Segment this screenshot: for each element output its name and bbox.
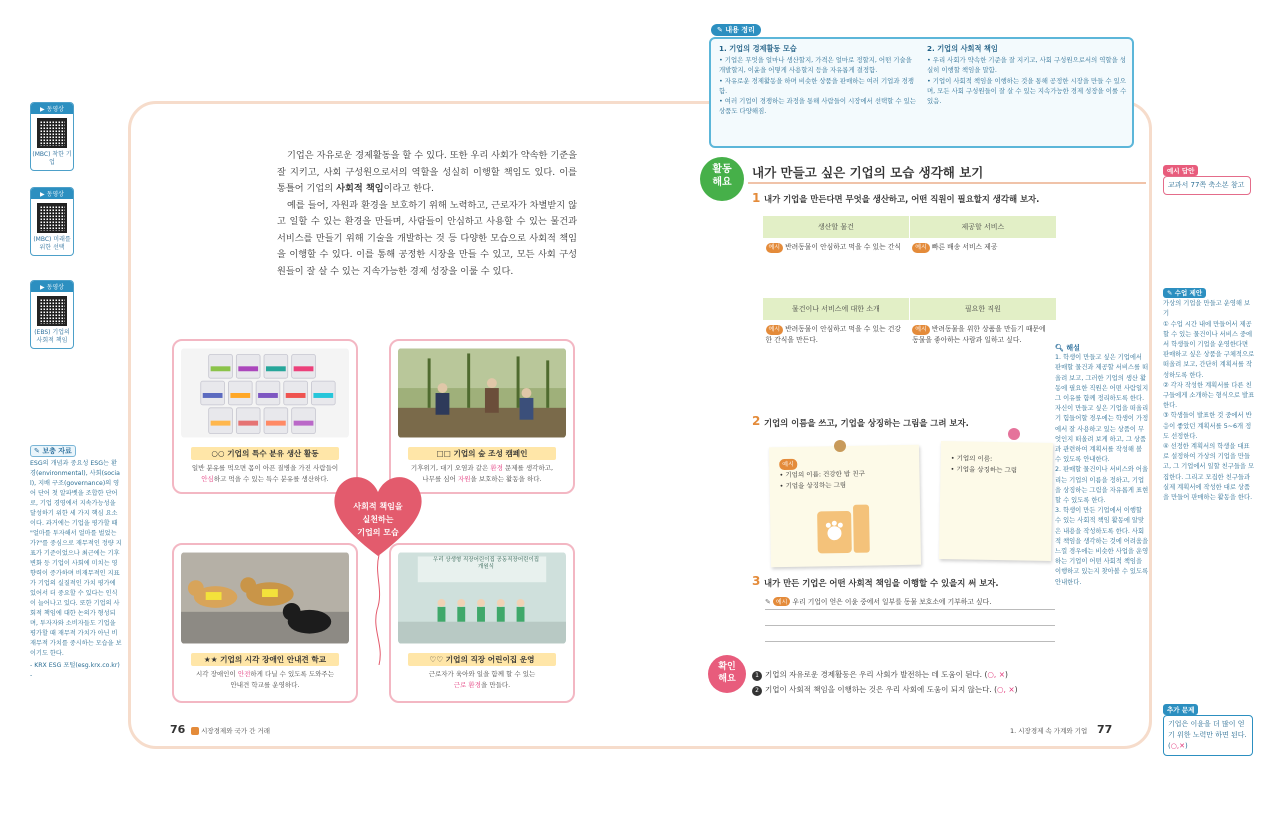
footer-left-text — [191, 726, 270, 735]
desc-text: 안내견 학교를 운영하다. — [230, 681, 300, 689]
tip-item: ③ 학생들이 발표한 것 중에서 반응이 좋았던 계획서를 5~6개 정도 선정한다. — [1163, 412, 1252, 440]
pin-icon — [834, 440, 846, 452]
summary-col-1 — [719, 44, 919, 116]
supplement-note — [30, 438, 122, 681]
supplement-body: ESG의 개념과 중요성 ESG는 환경(environmental), 사회(social), 지배 구조(governance)의 영어 단어 첫 알파벳을 조합한 단어로, 기업 경영에서 지속가능성을 달성하기 위한 세 가지 핵심 요소이다. 과거에는 기업을 평가할 때 "얼마를 투자해서 얼마를 벌었는가?"를 중심으로 재무적인 정량 지표가 기준이었으나 최근에는 기후변화 등 기업이 사회에 미치는 영향력이 증가하며 비재무적인 지표가 기업의 실질적인 가치 평가에 있어서 더 중요할 수 있다는 인식이 늘어나고 있다. 또한 기업의 사회적 책임에 대한 논의가 형성되며, 투자자와 소비자들도 기업을 평가할 때 재무적 가치가 아닌 비재무적 가치를 중시하는 모습을 보이기도 한다. — [30, 460, 122, 657]
supplement-source: - KRX ESG 포털(esg.krx.co.kr) - — [30, 662, 120, 679]
supplement-tag-label: 보충 자료 — [42, 447, 72, 455]
desc-highlight: 안심 — [201, 475, 214, 483]
check-text: 기업이 사회적 책임을 이행하는 것은 우리 사회에 도움이 되지 않는다. ( — [765, 685, 998, 694]
chapter-icon — [191, 727, 199, 735]
qr-caption: (MBC) 미래를 위한 선택 — [33, 236, 71, 251]
qr-video-3[interactable] — [30, 280, 74, 349]
answer-options[interactable]: ○,✕ — [1170, 742, 1185, 750]
explanation-item: 3. 학생이 만든 기업에서 이행할 수 있는 사회적 책임 활동에 알맞은 내용을 작성하도록 한다. 사회적 책임을 생각하는 것에 어려움을 느낄 경우에는 비슷한 사업을 운영하는 기업이 어떤 사회적 책임을 이행하고 있는지 찾아볼 수 있도록 안내한다. — [1055, 507, 1149, 586]
example-tag: 예시 — [779, 459, 797, 470]
card-title: □□ 기업의 숲 조성 캠페인 — [408, 447, 556, 460]
supplement-tag — [30, 445, 76, 457]
question-number: 2 — [752, 414, 761, 428]
table-cell[interactable] — [909, 320, 1056, 380]
note-line: • 기업을 상징하는 그림 — [950, 465, 1018, 475]
activity-title: 내가 만들고 싶은 기업의 모습 생각해 보기 — [752, 165, 984, 180]
desc-text: 하게 다닐 수 있도록 도와주는 — [250, 670, 334, 678]
desc-text: 문제를 생각하고, — [504, 464, 554, 472]
balloon-string — [372, 555, 386, 665]
tip-item: ④ 선정한 계획서의 학생을 대표로 설정하여 가상의 기업을 만들고, 그 기업에서 일할 친구들을 모집한다. 그리고 모집한 친구들과 실제 계획서에 작성한 대로 상품을 만들어 판매하는 활동을 한다. — [1163, 443, 1255, 502]
check-question-1 — [752, 669, 1008, 681]
check-badge — [708, 655, 746, 693]
pencil-icon: ✎ — [1167, 289, 1173, 297]
example-tag: 예시 — [766, 243, 784, 253]
table-header: 물건이나 서비스에 대한 소개 — [763, 298, 910, 320]
question-number: 1 — [752, 191, 761, 205]
qr-video-1[interactable] — [30, 102, 74, 171]
desc-text: 기후위기, 대기 오염과 같은 — [410, 464, 489, 472]
lesson-tip — [1163, 288, 1255, 503]
daycare-banner: 우리 상생형 직장어린이집 공동직장어린이집 개원식 — [432, 557, 540, 570]
qr-video-2[interactable] — [30, 187, 74, 256]
qr-tag-label: 동영상 — [46, 191, 64, 198]
qr-code-icon — [37, 203, 67, 233]
table-header: 제공할 서비스 — [909, 216, 1056, 238]
extra-question-end: ) — [1184, 742, 1188, 750]
summary-col-title: 1. 기업의 경제활동 모습 — [719, 44, 797, 53]
guide-dogs-photo — [181, 552, 349, 644]
desc-text: 하고 먹을 수 있는 특수 분유를 생산하다. — [213, 475, 329, 483]
check-number: 2 — [752, 686, 762, 696]
video-tag: ▶ 동영상 — [31, 188, 73, 199]
summary-tag-label: 내용 정리 — [725, 26, 755, 34]
qr-tag-label: 동영상 — [46, 284, 64, 291]
note-line: • 기업의 이름: 건강한 밥 친구 — [779, 469, 865, 480]
main-text — [277, 148, 577, 280]
summary-item: • 여러 기업이 경쟁하는 과정을 통해 사람들이 시장에서 선택할 수 있는 상품도 다양해짐. — [719, 97, 916, 116]
paragraph-2: 예를 들어, 자원과 환경을 보호하기 위해 노력하고, 근로자가 차별받지 않고 일할 수 있는 환경을 만들며, 사람들이 안심하고 사용할 수 있는 물건과 서비스를 만들기 위해 기술을 개발하는 것 등 다양한 모습으로 사회적 책임을 이행할 수 있다. 이를 통해 공정한 시장을 만들 수 있고, 모든 사회 구성원들이 잘 살 수 있는 지속가능한 경제 성장을 이룰 수 있다. — [277, 199, 577, 277]
example-tag: 예시 — [773, 597, 791, 606]
example-answer-box: 교과서 77쪽 축소본 참고 — [1163, 176, 1251, 195]
summary-tag — [711, 24, 761, 36]
pet-food-icon — [815, 500, 876, 556]
desc-highlight: 안전 — [237, 670, 251, 678]
note-card-example[interactable] — [769, 445, 921, 568]
explanation-item: 1. 학생이 만들고 싶은 기업에서 판매할 물건과 제공할 서비스를 떠올려 보고, 그러한 기업의 생산 활동에 필요한 직원은 어떤 사람일지 그 이유를 함께 정리하도록 한다. 자신이 만들고 싶은 기업을 떠올리기 힘들어할 경우에는 학생이 가정에서 잘 사용하고 있는 상품이 무엇인지 떠올려 보게 하고, 그 상품과 관련하여 계획서를 작성해 볼 수 있도록 안내한다. — [1055, 354, 1149, 464]
desc-text: 근로자가 육아와 일을 함께 할 수 있는 — [428, 670, 536, 678]
question-3: 내가 만든 기업은 어떤 사회적 책임을 이행할 수 있을지 써 보자. — [764, 578, 999, 588]
p1-text-a: 기업은 자유로운 경제활동을 할 수 있다. 또한 우리 사회가 약속한 기준을 잘 지키고, 사회 구성원으로서의 역할을 성실히 이행할 책임도 있다. 이를 통틀어 기업의 — [277, 150, 577, 194]
check-text: 기업의 자유로운 경제활동은 우리 사회가 발전하는 데 도움이 된다. ( — [765, 670, 988, 679]
card-title: ★★ 기업의 시각 장애인 안내견 학교 — [191, 653, 339, 666]
answer-options[interactable]: ○, × — [987, 670, 1005, 679]
badge-line: 활동 — [712, 164, 732, 175]
page-number-left: 76 — [170, 723, 186, 736]
extra-question-box — [1163, 715, 1253, 756]
heart-label-line: 실천하는 — [362, 515, 394, 524]
page-number-right: 77 — [1097, 723, 1113, 736]
desc-highlight: 자원 — [457, 475, 471, 483]
card-title: ○○ 기업의 특수 분유 생산 활동 — [191, 447, 339, 460]
activity-badge — [700, 157, 744, 201]
note-card-blank[interactable] — [939, 441, 1053, 561]
pencil-icon: ✎ — [34, 447, 40, 455]
summary-col-2 — [927, 44, 1127, 106]
card-desc — [181, 669, 349, 691]
tip-item: ② 각자 작성한 계획서를 다른 친구들에게 소개하는 형식으로 발표한다. — [1163, 381, 1255, 410]
explanation-item: 2. 판매할 물건이나 서비스와 어울리는 기업의 이름을 정하고, 기업을 상징하는 그림을 자유롭게 표현할 수 있도록 한다. — [1055, 466, 1149, 505]
desc-text: 시각 장애인이 — [195, 670, 236, 678]
question-2: 기업의 이름을 쓰고, 기업을 상징하는 그림을 그려 보자. — [764, 418, 969, 428]
qr-tag-label: 동영상 — [46, 106, 64, 113]
badge-line: 해요 — [712, 177, 732, 188]
explanation-tag-label: 해설 — [1066, 344, 1080, 352]
table-header: 필요한 직원 — [909, 298, 1056, 320]
cell-text: 반려동물을 위한 상품을 만들기 때문에 동물을 좋아하는 사람과 일하고 싶다. — [912, 325, 1046, 344]
explanation-area — [1055, 343, 1150, 588]
desc-text: 일반 분유를 먹으면 몸이 아픈 질병을 가진 사람들이 — [191, 464, 339, 472]
extra-question-text: 기업은 이윤을 더 많이 얻기 위한 노력만 하면 된다. ( — [1168, 720, 1247, 750]
qr-caption: (EBS) 기업의 사회적 책임 — [34, 329, 70, 344]
title-underline — [748, 182, 1146, 184]
q3-example — [765, 596, 991, 606]
summary-item: • 기업이 사회적 책임을 이행하는 것을 통해 공정한 시장을 만들 수 있으며, 모든 사회 구성원들이 잘 살 수 있는 지속가능한 경제 성장을 이룰 수 있음. — [927, 76, 1127, 106]
table-cell[interactable] — [909, 238, 1056, 298]
explanation-tag — [1055, 343, 1150, 353]
paragraph-1 — [277, 148, 577, 198]
cell-text: 빠른 배송 서비스 제공 — [931, 243, 998, 251]
example-answer-tag: 예시 답안 — [1163, 165, 1198, 176]
summary-item: • 우리 사회가 약속한 기준을 잘 지키고, 사회 구성원으로서의 역할을 성실히 이행할 책임을 말함. — [927, 56, 1126, 75]
desc-text: 을 만들다. — [480, 681, 511, 689]
key-term: 사회적 책임 — [336, 183, 384, 194]
answer-line[interactable] — [765, 641, 1055, 642]
card-title: ♡♡ 기업의 직장 어린이집 운영 — [408, 653, 556, 666]
tree-planting-photo — [398, 348, 566, 438]
check-text-end: ) — [1014, 685, 1018, 694]
table-header: 생산할 물건 — [763, 216, 910, 238]
footer-right-text: 1. 시장경제 속 가계와 기업 — [1010, 727, 1088, 735]
pencil-icon: ✎ — [765, 598, 771, 606]
qr-caption: (MBC) 착한 기업 — [32, 151, 72, 166]
summary-item: • 기업은 무엇을 얼마나 생산할지, 가격은 얼마로 정할지, 어떤 기술을 개발할지, 이윤을 어떻게 사용할지 등을 자유롭게 결정함. — [719, 56, 912, 75]
tip-item: ① 수업 시간 내에 만들어서 제공할 수 있는 물건이나 서비스 중에서 학생들이 기업을 운영한다면 판매하고 싶은 상품을 구체적으로 떠올려 보고, 간단히 계획서를 작성하도록 한다. — [1163, 320, 1255, 379]
plan-table — [762, 216, 1056, 380]
check-text-end: ) — [1005, 670, 1008, 679]
summary-col-title: 2. 기업의 사회적 책임 — [927, 44, 998, 53]
heart-label — [330, 500, 426, 539]
answer-line[interactable] — [765, 625, 1055, 626]
footer-left-label: 시장경제와 국가 간 거래 — [201, 727, 271, 735]
example-tag: 예시 — [912, 243, 930, 253]
desc-highlight: 환경 — [490, 464, 503, 472]
video-tag: ▶ 동영상 — [31, 281, 73, 292]
example-tag: 예시 — [912, 325, 930, 335]
tip-tag-label: 수업 제안 — [1174, 289, 1203, 297]
qr-code-icon — [37, 296, 67, 326]
table-cell[interactable] — [763, 320, 910, 380]
p1-text-b: 이라고 한다. — [383, 183, 434, 194]
card-desc — [398, 669, 566, 691]
tip-tag — [1163, 288, 1206, 298]
magnifier-icon: 🔍︎ — [1055, 344, 1064, 352]
pin-icon — [1008, 428, 1020, 440]
cell-text: 반려동물이 안심하고 먹을 수 있는 건강한 간식을 만든다. — [765, 325, 901, 344]
question-1: 내가 기업을 만든다면 무엇을 생산하고, 어떤 직원이 필요할지 생각해 보자. — [764, 194, 1040, 204]
card-desc — [181, 463, 349, 485]
check-question-2 — [752, 684, 1018, 696]
desc-text: 을 보호하는 활동을 하다. — [470, 475, 542, 483]
table-cell[interactable] — [763, 238, 910, 298]
summary-box — [709, 37, 1134, 148]
desc-highlight: 근로 환경 — [453, 681, 481, 689]
example-tag: 예시 — [766, 325, 784, 335]
video-tag: ▶ 동영상 — [31, 103, 73, 114]
note-line: • 기업을 상징하는 그림 — [779, 480, 847, 491]
answer-options[interactable]: ○, × — [997, 685, 1015, 694]
tip-intro: 가상의 기업을 만들고 운영해 보기 — [1163, 300, 1251, 318]
summary-item: • 자유로운 경제활동을 하며 비슷한 상품을 판매하는 여러 기업과 경쟁함. — [719, 76, 914, 95]
pencil-icon: ✎ — [717, 26, 723, 34]
formula-cans-photo — [181, 348, 349, 438]
note-line: • 기업의 이름: — [950, 454, 993, 463]
question-number: 3 — [752, 574, 761, 588]
answer-line[interactable] — [765, 609, 1055, 610]
heart-label-line: 사회적 책임을 — [353, 502, 403, 511]
qr-code-icon — [37, 118, 67, 148]
badge-line: 해요 — [718, 674, 736, 684]
badge-line: 확인 — [718, 662, 736, 672]
extra-question-tag: 추가 문제 — [1163, 704, 1198, 715]
example-text: 우리 기업이 얻은 이윤 중에서 일부를 동물 보호소에 기부하고 싶다. — [792, 598, 992, 606]
heart-label-line: 기업의 모습 — [357, 528, 399, 537]
cell-text: 반려동물이 안심하고 먹을 수 있는 간식 — [785, 243, 901, 251]
check-number: 1 — [752, 671, 762, 681]
desc-text: 나무를 심어 — [422, 475, 456, 483]
